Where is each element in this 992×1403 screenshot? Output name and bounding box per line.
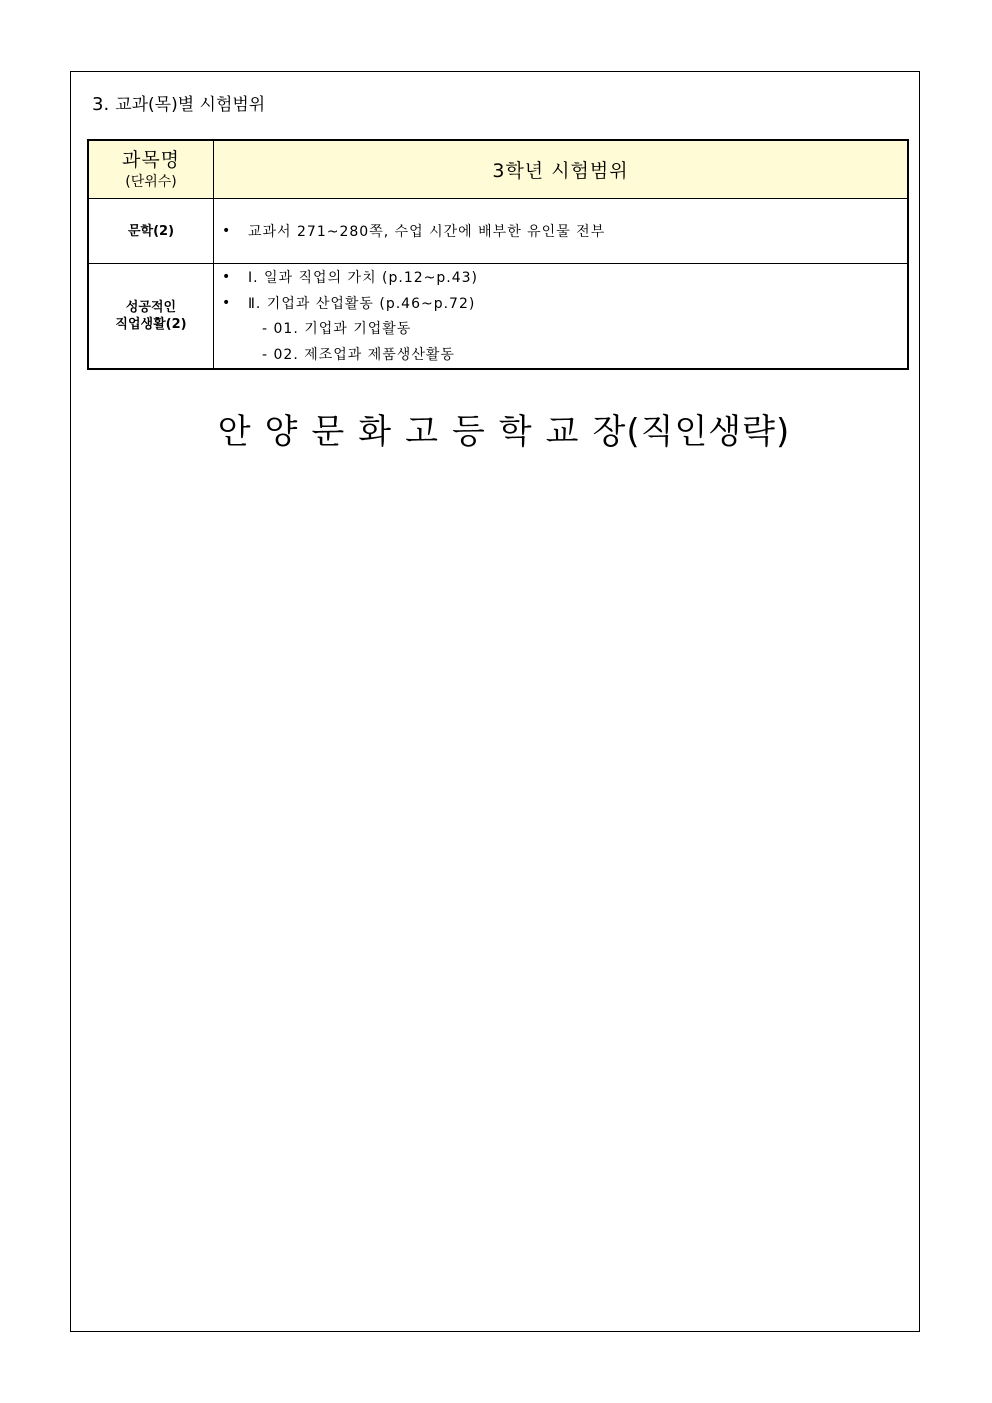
bullet-icon: • — [222, 223, 232, 239]
range-item-text: 교과서 271~280쪽, 수업 시간에 배부한 유인물 전부 — [248, 224, 606, 240]
table-header-row — [88, 140, 908, 199]
range-cell — [214, 199, 909, 264]
subject-cell — [88, 199, 214, 264]
subject-cell — [88, 264, 214, 370]
table-row — [88, 264, 908, 370]
bullet-icon: • — [222, 295, 232, 311]
header-subject-sub: (단위수) — [125, 173, 177, 190]
header-subject — [88, 140, 214, 199]
section-number: 3. — [92, 94, 110, 115]
header-range: 3학년 시험범위 — [214, 140, 909, 199]
range-item — [222, 290, 907, 316]
section-heading — [92, 94, 265, 116]
table-row — [88, 199, 908, 264]
header-subject-main: 과목명 — [121, 148, 181, 171]
principal-signature-line — [0, 409, 992, 455]
exam-range-table — [87, 139, 909, 370]
range-item-text: Ⅱ. 기업과 산업활동 (p.46~p.72) — [248, 296, 476, 312]
range-subitem: - 01. 기업과 기업활동 — [262, 321, 412, 337]
subject-name-line-2: 직업생활(2) — [115, 317, 187, 332]
section-title: 교과(목)별 시험범위 — [115, 95, 266, 115]
range-item — [222, 218, 907, 244]
subject-name: 문학(2) — [127, 223, 175, 239]
range-cell — [214, 264, 909, 370]
range-subitem: - 02. 제조업과 제품생산활동 — [262, 347, 455, 363]
range-item — [222, 264, 907, 290]
subject-name-line-1: 성공적인 — [125, 300, 177, 315]
bullet-icon: • — [222, 269, 232, 285]
principal-title: 장(직인생략) — [592, 412, 791, 452]
school-name: 안양문화고등학교 — [217, 412, 593, 452]
range-item-text: Ⅰ. 일과 직업의 가치 (p.12~p.43) — [248, 270, 479, 286]
